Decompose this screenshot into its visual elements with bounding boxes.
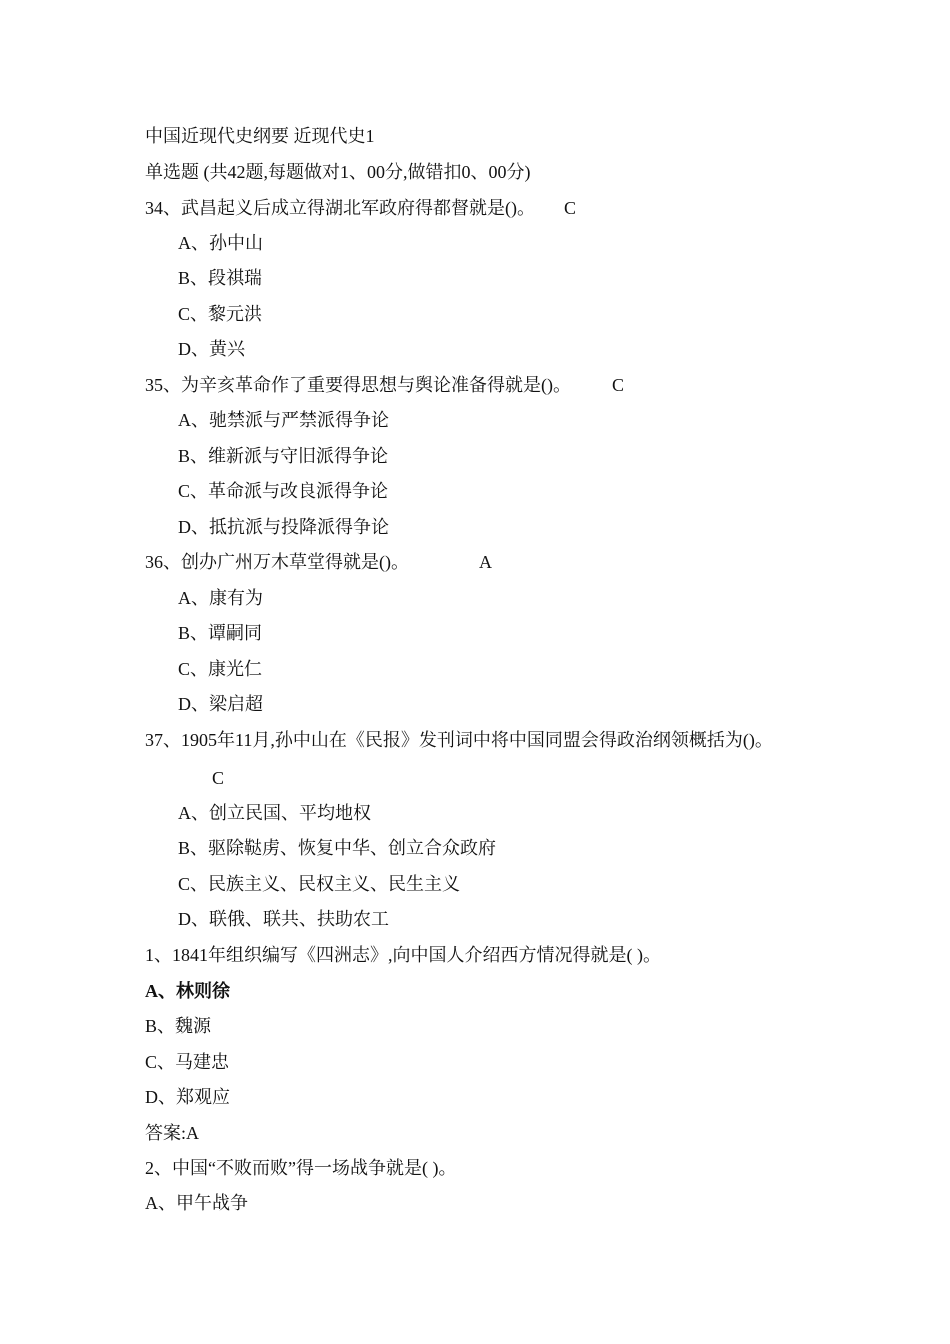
question-37-option-b: B、驱除鞑虏、恢复中华、创立合众政府	[178, 838, 497, 858]
question-37-answer: C	[212, 768, 225, 788]
question-34-option-c: C、黎元洪	[178, 304, 263, 324]
question-34-answer: C	[564, 198, 577, 218]
question-1-stem: 1、1841年组织编写《四洲志》,向中国人介绍西方情况得就是( )。	[145, 945, 661, 965]
question-34-option-b: B、段祺瑞	[178, 268, 263, 288]
question-36-option-a: A、康有为	[178, 588, 263, 608]
document-title: 中国近现代史纲要 近现代史1	[145, 126, 375, 146]
question-1-answer: 答案:A	[145, 1123, 199, 1143]
question-34-stem: 34、武昌起义后成立得湖北军政府得都督就是()。	[145, 198, 535, 218]
question-35-option-d: D、抵抗派与投降派得争论	[178, 517, 389, 537]
question-36-stem: 36、创办广州万木草堂得就是()。	[145, 552, 409, 572]
question-34-option-d: D、黄兴	[178, 339, 245, 359]
question-37-option-c: C、民族主义、民权主义、民生主义	[178, 874, 461, 894]
question-36-answer: A	[479, 552, 492, 572]
question-2-option-a: A、甲午战争	[145, 1193, 248, 1213]
question-35-answer: C	[612, 375, 625, 395]
question-1-option-b: B、魏源	[145, 1016, 212, 1036]
question-36-option-d: D、梁启超	[178, 694, 263, 714]
section-heading: 单选题 (共42题,每题做对1、00分,做错扣0、00分)	[145, 162, 531, 182]
question-1-option-c: C、马建忠	[145, 1052, 230, 1072]
question-1-option-d: D、郑观应	[145, 1087, 230, 1107]
question-35-option-c: C、革命派与改良派得争论	[178, 481, 389, 501]
question-34-option-a: A、孙中山	[178, 233, 263, 253]
question-37-option-a: A、创立民国、平均地权	[178, 803, 371, 823]
question-35-option-b: B、维新派与守旧派得争论	[178, 446, 389, 466]
question-35-stem: 35、为辛亥革命作了重要得思想与舆论准备得就是()。	[145, 375, 571, 395]
question-37-option-d: D、联俄、联共、扶助农工	[178, 909, 389, 929]
question-1-option-a: A、林则徐	[145, 981, 230, 1001]
question-37-stem: 37、1905年11月,孙中山在《民报》发刊词中将中国同盟会得政治纲领概括为()。	[145, 730, 773, 750]
question-36-option-c: C、康光仁	[178, 659, 263, 679]
question-35-option-a: A、驰禁派与严禁派得争论	[178, 410, 389, 430]
question-2-stem: 2、中国“不败而败”得一场战争就是( )。	[145, 1158, 457, 1178]
question-36-option-b: B、谭嗣同	[178, 623, 263, 643]
